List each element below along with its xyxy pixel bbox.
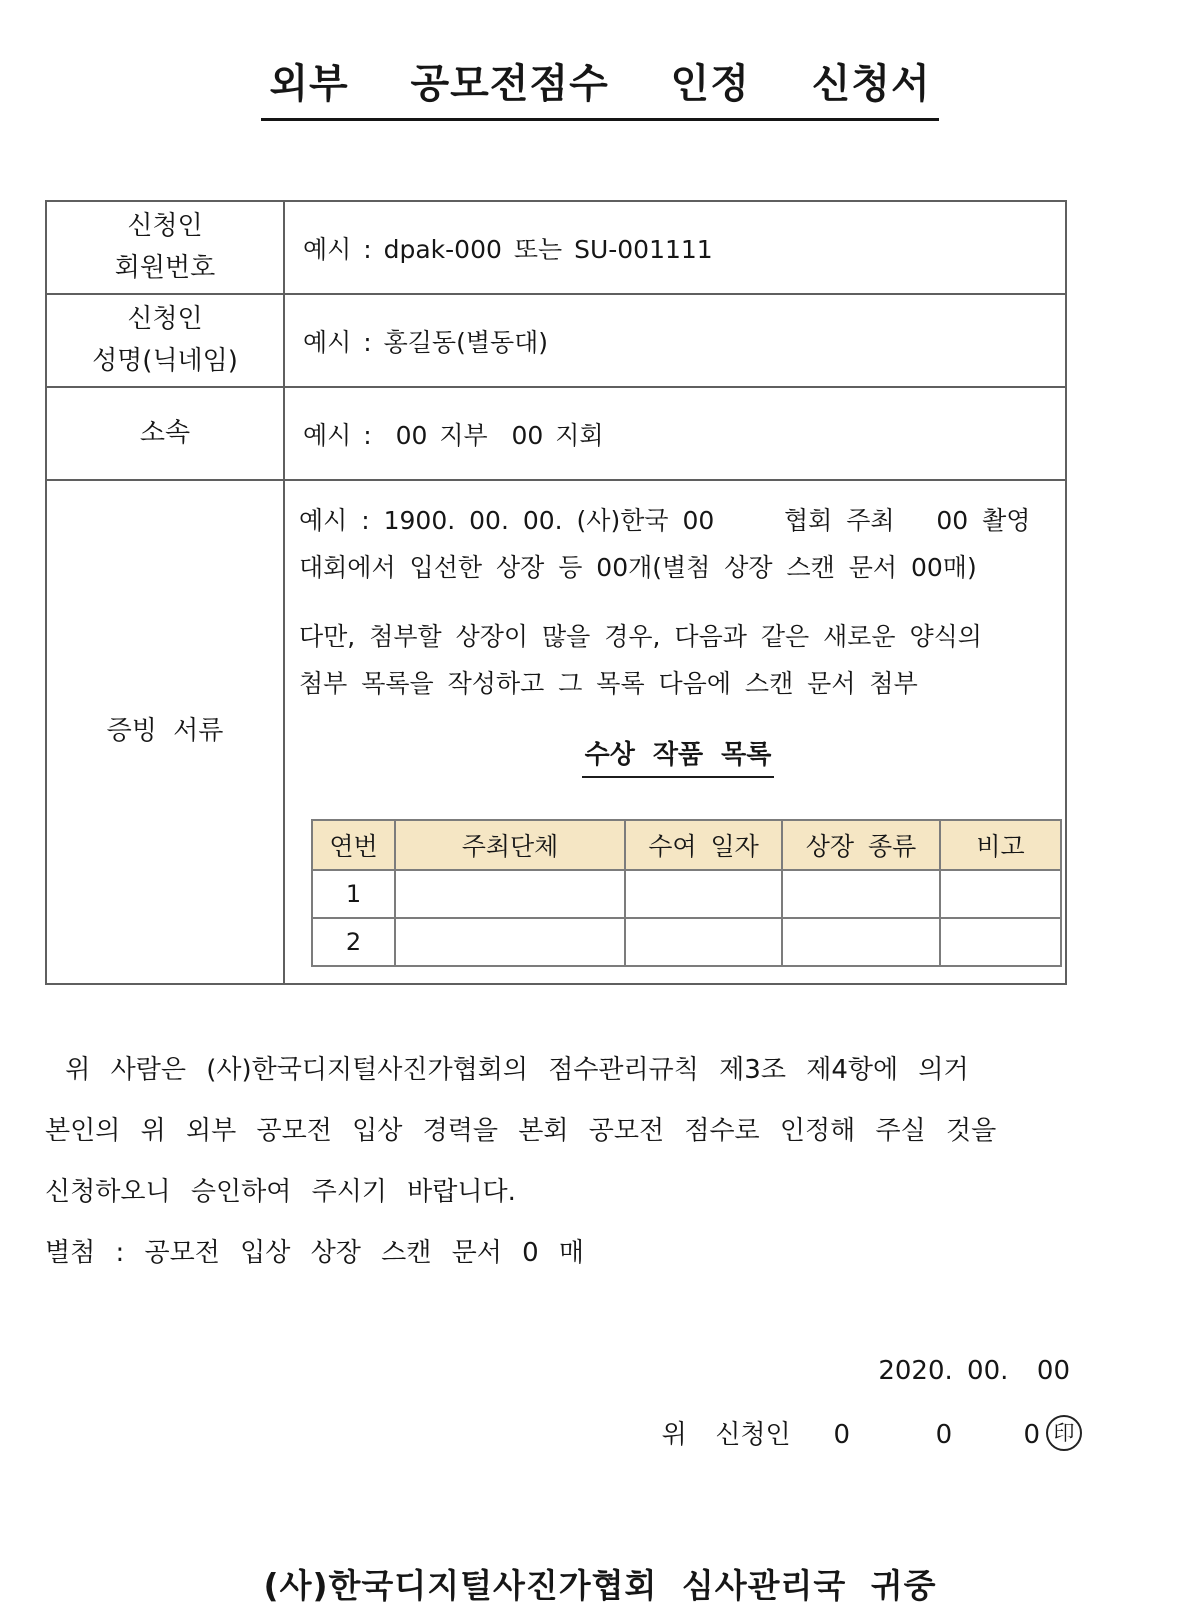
award-list-title: 수상 작품 목록: [582, 734, 775, 778]
header-remarks: 비고: [940, 820, 1061, 870]
date-cell-empty: [625, 918, 782, 966]
affiliation-label: 소속: [46, 387, 284, 480]
award-list-table: [311, 819, 1062, 967]
header-host-organization: 주최단체: [395, 820, 625, 870]
statement-line: 신청하오니 승인하여 주시기 바랍니다.: [45, 1177, 516, 1207]
evidence-example-paragraph: [299, 497, 1057, 591]
page-title: 외부 공모전점수 인정 신청서: [261, 52, 938, 121]
row-applicant-name: [46, 294, 1066, 387]
award-table-header-row: [312, 820, 1061, 870]
row-member-number: [46, 201, 1066, 294]
statement-line: 본인의 위 외부 공모전 입상 경력을 본회 공모전 점수로 인정해 주실 것을: [45, 1116, 997, 1146]
applicant-signature-text: 위 신청인 0 0 0: [661, 1420, 1040, 1450]
applicant-name-value: 예시 : 홍길동(별동대): [284, 294, 1066, 387]
serial-number-cell: 1: [312, 870, 395, 918]
header-serial-number: 연번: [312, 820, 395, 870]
host-cell-empty: [395, 870, 625, 918]
attachment-note-line: 별첨 : 공모전 입상 상장 스캔 문서 0 매: [45, 1238, 585, 1268]
award-table-row: [312, 918, 1061, 966]
affiliation-value: 예시 : 00 지부 00 지회: [284, 387, 1066, 480]
header-award-type: 상장 종류: [782, 820, 940, 870]
evidence-note-line: 다만, 첨부할 상장이 많을 경우, 다음과 같은 새로운 양식의: [299, 622, 982, 651]
evidence-note-line: 첨부 목록을 작성하고 그 목록 다음에 스캔 문서 첨부: [299, 669, 918, 698]
label-line: 회원번호: [114, 252, 216, 283]
label-line: 신청인: [127, 303, 203, 334]
date-field: 2020. 00. 00: [878, 1356, 1070, 1386]
evidence-note-paragraph: [299, 613, 1057, 707]
award-type-cell-empty: [782, 918, 940, 966]
award-table-row: [312, 870, 1061, 918]
label-line: 신청인: [127, 210, 203, 241]
evidence-content: [284, 480, 1066, 984]
date-cell-empty: [625, 870, 782, 918]
seal-stamp-icon: 印: [1046, 1415, 1082, 1451]
member-number-label: [46, 201, 284, 294]
row-evidence-documents: [46, 480, 1066, 984]
award-list-title-container: [299, 734, 1057, 778]
remarks-cell-empty: [940, 918, 1061, 966]
evidence-label: 증빙 서류: [46, 480, 284, 984]
serial-number-cell: 2: [312, 918, 395, 966]
evidence-example-line: 대회에서 입선한 상장 등 00개(별첨 상장 스캔 문서 00매): [299, 553, 977, 582]
header-award-date: 수여 일자: [625, 820, 782, 870]
application-form-table: [45, 200, 1067, 985]
statement-line: 위 사람은 (사)한국디지털사진가협회의 점수관리규칙 제3조 제4항에 의거: [45, 1055, 969, 1085]
remarks-cell-empty: [940, 870, 1061, 918]
recipient-footer: (사)한국디지털사진가협회 심사관리국 귀중: [263, 1566, 937, 1605]
label-line: 성명(닉네임): [92, 345, 238, 376]
evidence-example-line: 예시 : 1900. 00. 00. (사)한국 00 협회 주최 00 촬영: [299, 506, 1031, 535]
host-cell-empty: [395, 918, 625, 966]
row-affiliation: [46, 387, 1066, 480]
member-number-value: 예시 : dpak-000 또는 SU-001111: [284, 201, 1066, 294]
signature-row: [662, 1414, 1082, 1451]
award-type-cell-empty: [782, 870, 940, 918]
applicant-name-label: [46, 294, 284, 387]
title-container: [0, 52, 1200, 121]
request-statement: [45, 1040, 1160, 1284]
